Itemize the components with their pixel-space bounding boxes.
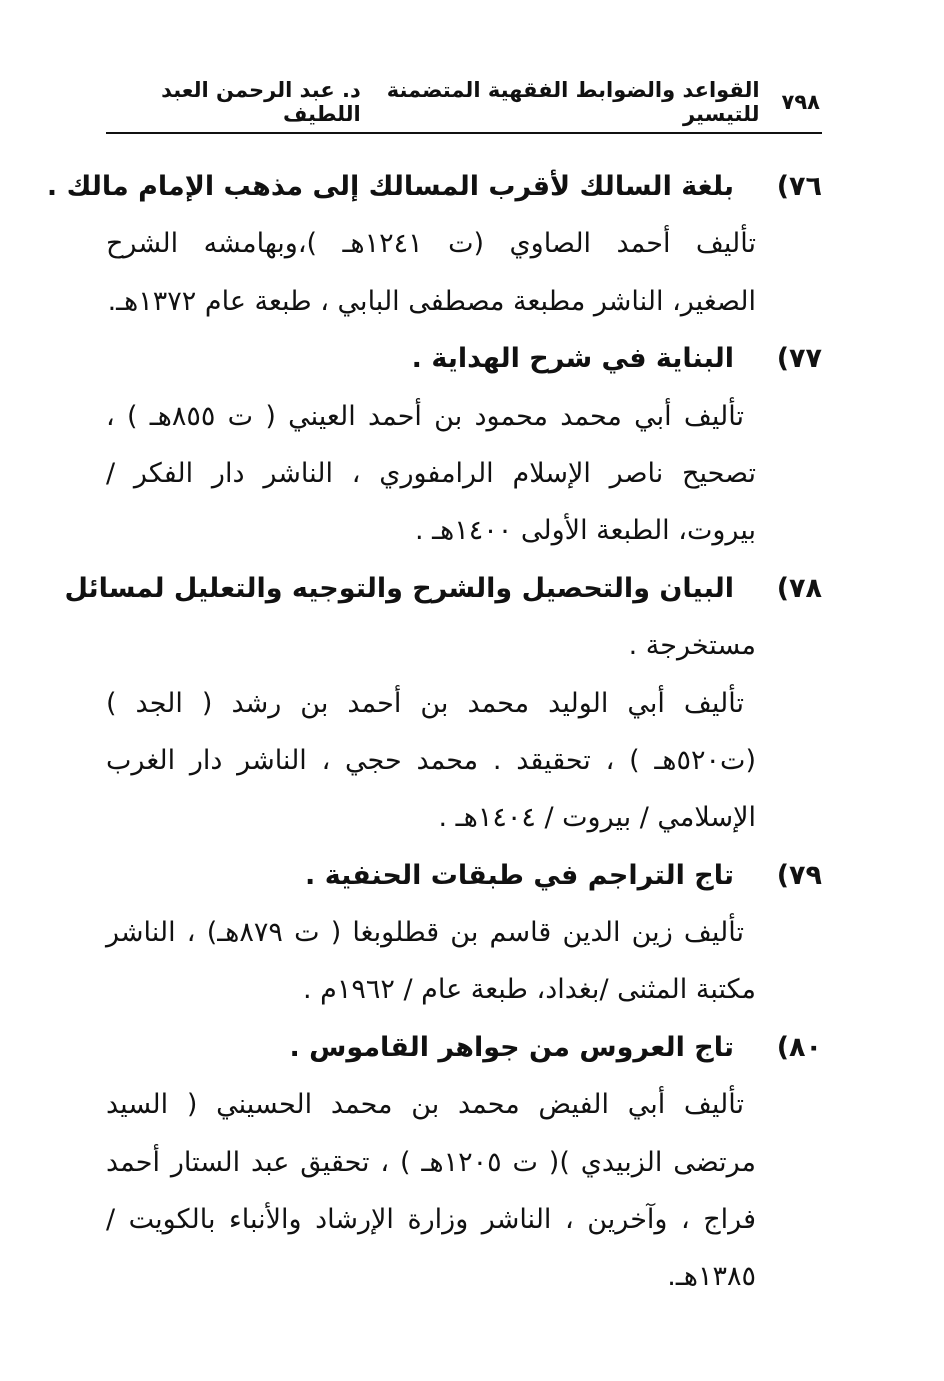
entry-80-line-1 (100, 1076, 822, 1133)
entry-77-line-1 (100, 388, 822, 445)
entry-77-line-2 (100, 445, 822, 502)
entry-title: البناية في شرح الهداية . (411, 343, 734, 375)
entry-detail: (ت٥٢٠هـ ) ، تحقيقد . محمد حجي ، الناشر دار الغرب (106, 744, 756, 776)
entry-79-line-1 (100, 904, 822, 961)
entry-detail: مرتضى الزبيدي )( ت ١٢٠٥هـ ) ، تحقيق عبد الستار أحمد (106, 1146, 757, 1178)
entry-78-line-2 (100, 732, 822, 789)
entry-76-line-1 (100, 215, 822, 272)
entry-detail: فراج ، وآخرين ، الناشر وزارة الإرشاد والأنباء بالكويت / (106, 1204, 756, 1236)
entry-80-title-line (100, 1019, 822, 1076)
entry-title: تاج العروس من جواهر القاموس . (289, 1031, 734, 1063)
entry-78-line-3 (100, 789, 822, 846)
header-right-group (361, 78, 820, 126)
entry-detail: تأليف زين الدين قاسم بن قطلوبغا ( ت ٨٧٩هـ) ، الناشر (106, 917, 744, 949)
entry-detail: تأليف أحمد الصاوي (ت ١٢٤١هـ )،وبهامشه الشرح (106, 228, 756, 260)
entry-number: ٧٦) (776, 171, 822, 202)
entry-80-line-2 (100, 1134, 822, 1191)
entry-78-line-1 (100, 675, 822, 732)
entry-detail: الإسلامي / بيروت / ١٤٠٤هـ . (438, 802, 756, 834)
entry-detail: تأليف أبي الفيض محمد بن محمد الحسيني ( السيد (106, 1089, 744, 1121)
entry-number: ٧٧) (776, 343, 822, 375)
entry-detail: تأليف أبي محمد محمود بن أحمد العيني ( ت ٨٥٥هـ ) ، (106, 400, 744, 432)
entry-detail: مكتبة المثنى /بغداد، طبعة عام / ١٩٦٢م . (302, 974, 756, 1006)
running-header (108, 78, 820, 126)
entry-77-line-3 (100, 502, 822, 559)
entry-80-line-4 (100, 1248, 822, 1305)
author-name: د. عبد الرحمن العبد اللطيف (161, 78, 361, 126)
entry-76-title-line (46, 158, 822, 215)
entry-79-title-line (100, 847, 822, 904)
entry-79-line-2 (100, 961, 822, 1018)
entry-detail: الصغير، الناشر مطبعة مصطفى البابي ، طبعة عام ١٣٧٢هـ. (107, 285, 756, 317)
bibliography-list (46, 158, 822, 1306)
entry-77-title-line (100, 330, 822, 387)
entry-title-continued: مستخرجة . (628, 630, 756, 662)
entry-number: ٧٨) (776, 572, 822, 604)
entry-80-line-3 (100, 1191, 822, 1248)
entry-number: ٧٩) (776, 859, 822, 891)
entry-title: البيان والتحصيل والشرح والتوجيه والتعليل لمسائل (64, 572, 734, 604)
entry-title: بلغة السالك لأقرب المسالك إلى مذهب الإمام مالك . (46, 171, 734, 202)
page-number: ٧٩٨ (781, 90, 820, 114)
entry-detail: ١٣٨٥هـ. (667, 1261, 756, 1293)
book-title: القواعد والضوابط الفقهية المتضمنة للتيسير (386, 78, 760, 126)
header-divider (106, 132, 822, 134)
entry-76-line-2 (100, 273, 822, 330)
entry-detail: تصحيح ناصر الإسلام الرامفوري ، الناشر دار الفكر / (106, 457, 756, 489)
entry-detail: تأليف أبي الوليد محمد بن أحمد بن رشد ( الجد ) (106, 687, 744, 719)
entry-78-title-cont (100, 617, 822, 674)
entry-number: ٨٠) (776, 1031, 822, 1063)
entry-78-title-line (64, 560, 822, 617)
entry-detail: بيروت، الطبعة الأولى ١٤٠٠هـ . (414, 515, 756, 547)
entry-title: تاج التراجم في طبقات الحنفية . (305, 859, 734, 891)
